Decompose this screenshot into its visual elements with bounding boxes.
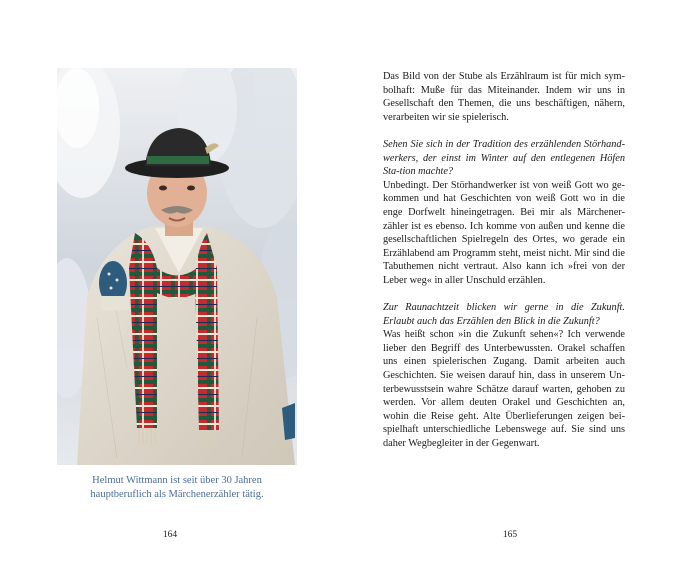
page-number: 165 (502, 530, 518, 540)
body-text (383, 70, 625, 451)
caption-line: hauptberuflich als Märchenerzähler tätig. (90, 489, 264, 500)
caption-line: Helmut Wittmann ist seit über 30 Jahren (92, 475, 262, 486)
photo-caption (57, 474, 297, 502)
answer-paragraph: Das Bild von der Stube als Erzählraum ist für mich sym-bolhaft: Muße für das Miteinander. Indem wir uns in Gesellschaft den Themen, die uns beschäftigen, nähern, verarbeiten wir sie spielerisch. (383, 71, 625, 123)
interview-question: Sehen Sie sich in der Tradition des erzählenden Störhand-werkers, der einst im Winter auf den entlegenen Höfen Sta-tion machte? (383, 138, 625, 178)
right-page (340, 0, 680, 567)
page-number: 164 (162, 530, 178, 540)
interview-question: Zur Raunachtzeit blicken wir gerne in die Zukunft. Erlaubt auch das Erzählen den Blick in die Zukunft? (383, 302, 625, 327)
portrait-photo (57, 68, 297, 465)
answer-paragraph: Unbedingt. Der Störhandwerker ist von weiß Gott wo ge-kommen und hat Geschichten von weiß Gott wo in die enge Dorfwelt hineingetragen. Bei mir als Märchener-zähler ist es ebenso. Ich komme von außen und kenne die gesellschaftlichen Spielregeln des Ortes, wo gerade ein Erzählabend am Programm steht, meist nicht. Mir sind die Tabuthemen nicht vertraut. Also kann ich »frei von der Leber weg« in aller Unschuld erzählen. (383, 179, 625, 286)
answer-paragraph: Was heißt schon »in die Zukunft sehen«? Ich verwende lieber den Begriff des Unterbewussten. Orakel schaffen uns einen spielerischen Zugang. Damit arbeiten auch Geschichten. Sie weisen darauf hin, dass in unserem Un-terbewusstsein wahre Schätze darauf warten, gehoben zu werden. Vor allem deuten Orakel und Geschichten an, wohin die Reise geht. Alte Überlieferungen zeigen bei-spielhaft unterschiedliche Lebenswege auf. Sie sind uns daher Wegbegleiter in der Gegenwart. (383, 329, 625, 450)
